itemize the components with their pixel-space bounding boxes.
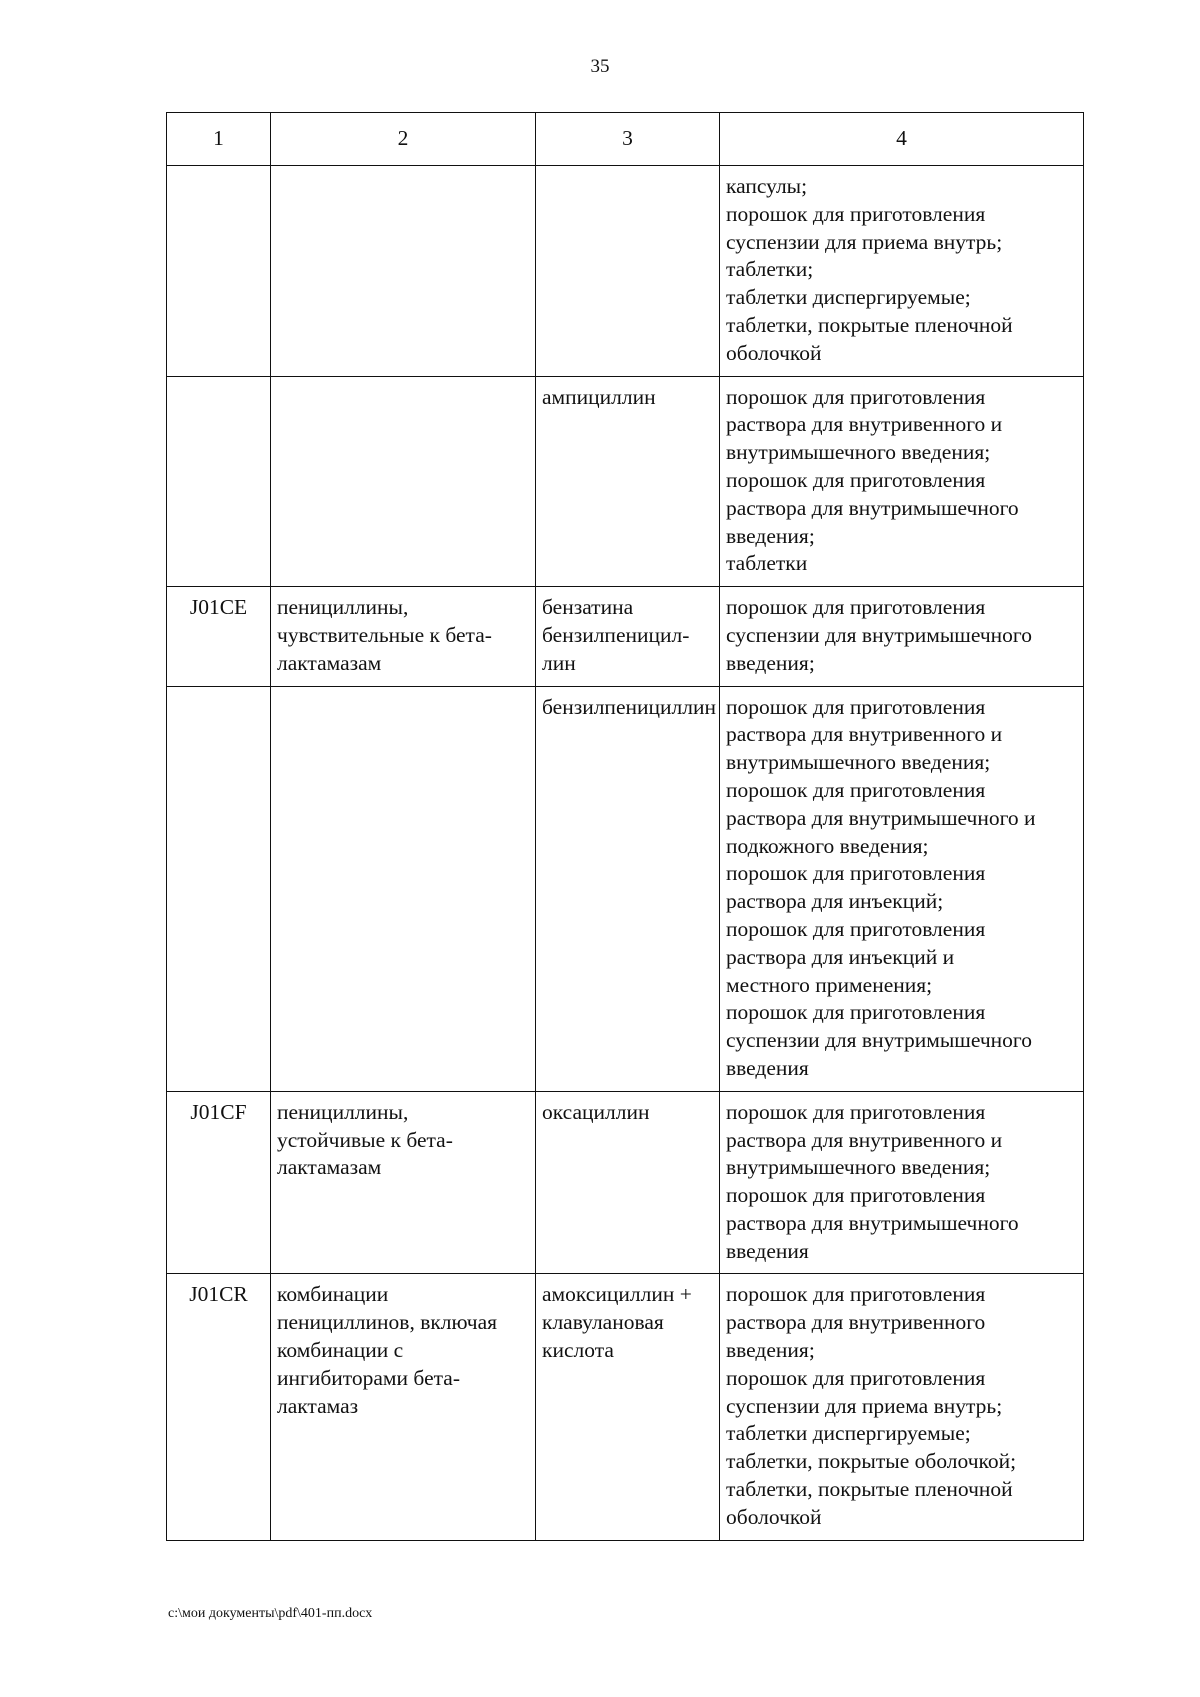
group-name-cell bbox=[271, 1091, 536, 1274]
group-name-cell bbox=[271, 686, 536, 1091]
drug-name-cell bbox=[536, 686, 720, 1091]
dosage-form-line: введения; bbox=[726, 523, 815, 548]
dosage-form-line: таблетки, покрытые оболочкой; bbox=[726, 1449, 1017, 1474]
dosage-form-line: раствора для внутривенного и bbox=[726, 1127, 1003, 1152]
dosage-form-line: таблетки bbox=[726, 551, 808, 576]
dosage-form-line: раствора для инъекций и bbox=[726, 944, 955, 969]
table-body bbox=[167, 166, 1084, 1541]
atc-code-cell bbox=[167, 686, 271, 1091]
group-name-line: комбинации bbox=[277, 1282, 389, 1307]
dosage-form-line: раствора для внутривенного и bbox=[726, 722, 1003, 747]
dosage-form-line: введения; bbox=[726, 1338, 815, 1363]
dosage-form-line: порошок для приготовления bbox=[726, 916, 986, 941]
drug-name-line: кислота bbox=[542, 1338, 614, 1363]
group-name-cell bbox=[271, 1274, 536, 1540]
dosage-form-line: суспензии для внутримышечного bbox=[726, 622, 1032, 647]
dosage-form-line: таблетки диспергируемые; bbox=[726, 1421, 971, 1446]
atc-code: J01CR bbox=[189, 1282, 248, 1307]
dosage-form-line: порошок для приготовления bbox=[726, 861, 986, 886]
drug-name-line: бензилпенициллин bbox=[542, 694, 716, 719]
dosage-form-line: порошок для приготовления bbox=[726, 1183, 986, 1208]
dosage-form-line: местного применения; bbox=[726, 972, 933, 997]
dosage-form-line: раствора для внутримышечного bbox=[726, 1210, 1019, 1235]
dosage-form-line: раствора для внутривенного и bbox=[726, 412, 1003, 437]
drug-name-cell bbox=[536, 1091, 720, 1274]
dosage-form-line: внутримышечного введения; bbox=[726, 440, 991, 465]
page-number: 35 bbox=[590, 56, 610, 77]
dosage-form-line: суспензии для приема внутрь; bbox=[726, 229, 1003, 254]
atc-code: J01CF bbox=[190, 1099, 247, 1124]
dosage-form-line: таблетки, покрытые пленочной bbox=[726, 1477, 1013, 1502]
dosage-form-line: порошок для приготовления bbox=[726, 694, 986, 719]
dosage-forms-cell bbox=[720, 686, 1084, 1091]
dosage-forms-cell bbox=[720, 166, 1084, 377]
table-header-row bbox=[167, 113, 1084, 166]
drug-name-cell bbox=[536, 1274, 720, 1540]
table-row bbox=[167, 686, 1084, 1091]
dosage-form-line: порошок для приготовления bbox=[726, 467, 986, 492]
header-col-1: 1 bbox=[167, 113, 271, 166]
dosage-forms-cell bbox=[720, 587, 1084, 686]
dosage-form-line: введения bbox=[726, 1055, 809, 1080]
dosage-form-line: внутримышечного введения; bbox=[726, 1155, 991, 1180]
table-row bbox=[167, 376, 1084, 587]
drug-name-line: бензилпеницил- bbox=[542, 622, 690, 647]
drug-name-line: оксациллин bbox=[542, 1099, 650, 1124]
dosage-form-line: введения; bbox=[726, 650, 815, 675]
group-name-cell bbox=[271, 587, 536, 686]
group-name-line: комбинации с bbox=[277, 1338, 404, 1363]
dosage-form-line: раствора для внутримышечного и bbox=[726, 805, 1036, 830]
dosage-form-line: порошок для приготовления bbox=[726, 1282, 986, 1307]
group-name-cell bbox=[271, 166, 536, 377]
dosage-form-line: таблетки; bbox=[726, 257, 814, 282]
group-name-line: чувствительные к бета- bbox=[277, 622, 492, 647]
atc-code-cell bbox=[167, 587, 271, 686]
dosage-form-line: раствора для внутримышечного bbox=[726, 495, 1019, 520]
table-row bbox=[167, 1274, 1084, 1540]
group-name-line: устойчивые к бета- bbox=[277, 1127, 453, 1152]
atc-code-cell bbox=[167, 376, 271, 587]
table-row bbox=[167, 587, 1084, 686]
group-name-line: лактамазам bbox=[277, 1155, 382, 1180]
atc-code: J01CE bbox=[189, 595, 248, 620]
dosage-form-line: оболочкой bbox=[726, 1504, 822, 1529]
atc-code-cell bbox=[167, 166, 271, 377]
drug-table bbox=[166, 112, 1084, 1541]
dosage-form-line: капсулы; bbox=[726, 174, 808, 198]
dosage-form-line: суспензии для приема внутрь; bbox=[726, 1393, 1003, 1418]
group-name-line: пенициллины, bbox=[277, 595, 409, 620]
group-name-line: ингибиторами бета- bbox=[277, 1365, 460, 1390]
drug-name-line: амоксициллин + bbox=[542, 1282, 692, 1307]
dosage-form-line: таблетки диспергируемые; bbox=[726, 285, 971, 310]
file-path-footer: c:\мои документы\pdf\401-пп.docx bbox=[168, 1606, 373, 1621]
drug-name-line: клавулановая bbox=[542, 1310, 664, 1335]
drug-name-line: ампициллин bbox=[542, 384, 656, 409]
dosage-form-line: порошок для приготовления bbox=[726, 384, 986, 409]
dosage-form-line: порошок для приготовления bbox=[726, 777, 986, 802]
header-col-2: 2 bbox=[271, 113, 536, 166]
dosage-form-line: раствора для инъекций; bbox=[726, 889, 944, 914]
drug-name-line: бензатина bbox=[542, 595, 634, 620]
dosage-form-line: введения bbox=[726, 1238, 809, 1263]
group-name-line: лактамаз bbox=[277, 1393, 359, 1418]
dosage-form-line: порошок для приготовления bbox=[726, 201, 986, 226]
dosage-form-line: порошок для приготовления bbox=[726, 595, 986, 620]
drug-name-cell bbox=[536, 587, 720, 686]
table-row bbox=[167, 1091, 1084, 1274]
drug-name-line: лин bbox=[542, 650, 576, 675]
group-name-line: пенициллинов, включая bbox=[277, 1310, 498, 1335]
dosage-form-line: подкожного введения; bbox=[726, 833, 929, 858]
header-col-4: 4 bbox=[720, 113, 1084, 166]
dosage-form-line: оболочкой bbox=[726, 340, 822, 365]
dosage-forms-cell bbox=[720, 1274, 1084, 1540]
drug-name-cell bbox=[536, 166, 720, 377]
dosage-forms-cell bbox=[720, 1091, 1084, 1274]
drug-name-cell bbox=[536, 376, 720, 587]
dosage-form-line: внутримышечного введения; bbox=[726, 750, 991, 775]
atc-code-cell bbox=[167, 1274, 271, 1540]
dosage-form-line: порошок для приготовления bbox=[726, 1099, 986, 1124]
group-name-cell bbox=[271, 376, 536, 587]
atc-code-cell bbox=[167, 1091, 271, 1274]
dosage-form-line: порошок для приготовления bbox=[726, 1000, 986, 1025]
group-name-line: пенициллины, bbox=[277, 1099, 409, 1124]
dosage-form-line: раствора для внутривенного bbox=[726, 1310, 986, 1335]
dosage-form-line: порошок для приготовления bbox=[726, 1365, 986, 1390]
dosage-form-line: таблетки, покрытые пленочной bbox=[726, 312, 1013, 337]
dosage-forms-cell bbox=[720, 376, 1084, 587]
header-col-3: 3 bbox=[536, 113, 720, 166]
dosage-form-line: суспензии для внутримышечного bbox=[726, 1028, 1032, 1053]
table-row bbox=[167, 166, 1084, 377]
group-name-line: лактамазам bbox=[277, 650, 382, 675]
